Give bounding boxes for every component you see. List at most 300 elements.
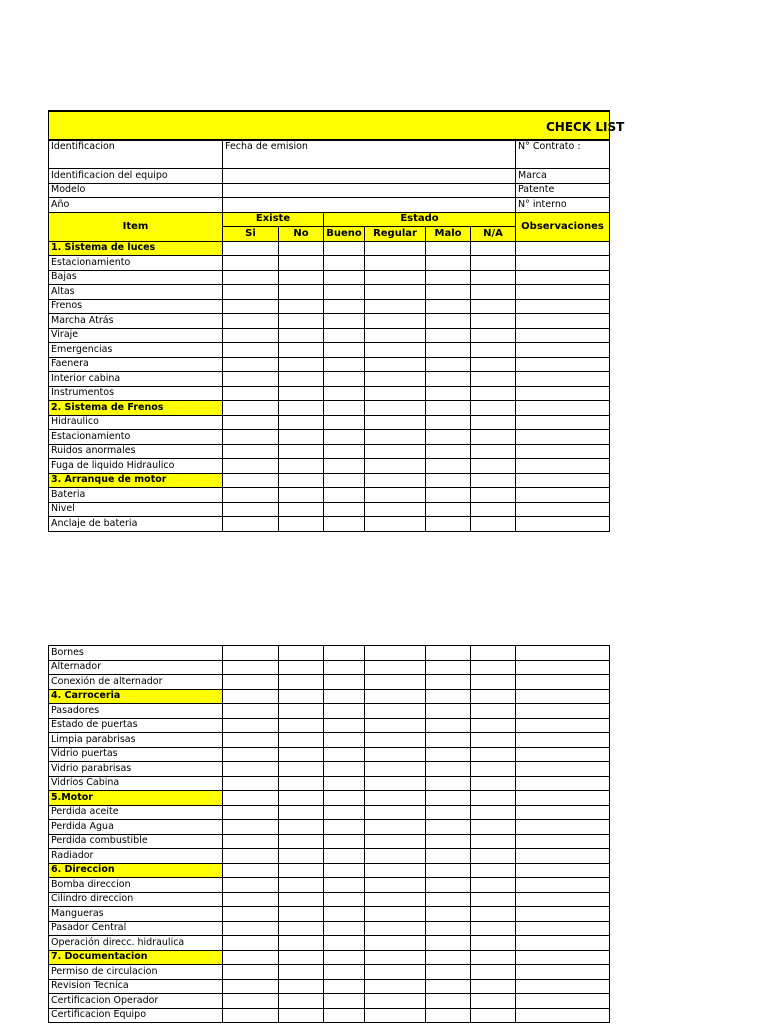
na-cell[interactable] — [471, 979, 516, 994]
no-cell[interactable] — [279, 878, 324, 893]
bueno-cell[interactable] — [324, 328, 365, 343]
observaciones-cell[interactable] — [516, 488, 610, 503]
bueno-cell[interactable] — [324, 892, 365, 907]
malo-cell[interactable] — [426, 1008, 471, 1023]
si-cell[interactable] — [223, 762, 279, 777]
si-cell[interactable] — [223, 459, 279, 474]
si-cell[interactable] — [223, 979, 279, 994]
regular-cell[interactable] — [365, 517, 426, 532]
bueno-cell[interactable] — [324, 907, 365, 922]
regular-cell[interactable] — [365, 343, 426, 358]
check-cell[interactable] — [426, 241, 471, 256]
malo-cell[interactable] — [426, 820, 471, 835]
si-cell[interactable] — [223, 892, 279, 907]
check-cell[interactable] — [426, 863, 471, 878]
na-cell[interactable] — [471, 733, 516, 748]
bueno-cell[interactable] — [324, 805, 365, 820]
malo-cell[interactable] — [426, 849, 471, 864]
regular-cell[interactable] — [365, 994, 426, 1009]
observaciones-cell[interactable] — [516, 776, 610, 791]
na-cell[interactable] — [471, 994, 516, 1009]
na-cell[interactable] — [471, 776, 516, 791]
regular-cell[interactable] — [365, 430, 426, 445]
bueno-cell[interactable] — [324, 718, 365, 733]
bueno-cell[interactable] — [324, 834, 365, 849]
no-cell[interactable] — [279, 762, 324, 777]
bueno-cell[interactable] — [324, 994, 365, 1009]
regular-cell[interactable] — [365, 733, 426, 748]
na-cell[interactable] — [471, 936, 516, 951]
si-cell[interactable] — [223, 415, 279, 430]
na-cell[interactable] — [471, 965, 516, 980]
regular-cell[interactable] — [365, 357, 426, 372]
no-cell[interactable] — [279, 994, 324, 1009]
malo-cell[interactable] — [426, 878, 471, 893]
regular-cell[interactable] — [365, 256, 426, 271]
no-cell[interactable] — [279, 849, 324, 864]
no-cell[interactable] — [279, 415, 324, 430]
na-cell[interactable] — [471, 892, 516, 907]
si-cell[interactable] — [223, 747, 279, 762]
si-cell[interactable] — [223, 646, 279, 661]
check-cell[interactable] — [426, 791, 471, 806]
regular-cell[interactable] — [365, 776, 426, 791]
regular-cell[interactable] — [365, 444, 426, 459]
check-cell[interactable] — [365, 473, 426, 488]
observaciones-cell[interactable] — [516, 965, 610, 980]
bueno-cell[interactable] — [324, 459, 365, 474]
si-cell[interactable] — [223, 430, 279, 445]
check-cell[interactable] — [426, 473, 471, 488]
check-cell[interactable] — [426, 401, 471, 416]
na-cell[interactable] — [471, 415, 516, 430]
observaciones-cell[interactable] — [516, 444, 610, 459]
regular-cell[interactable] — [365, 415, 426, 430]
check-cell[interactable] — [426, 689, 471, 704]
malo-cell[interactable] — [426, 517, 471, 532]
si-cell[interactable] — [223, 660, 279, 675]
no-cell[interactable] — [279, 502, 324, 517]
check-cell[interactable] — [324, 863, 365, 878]
na-cell[interactable] — [471, 517, 516, 532]
no-cell[interactable] — [279, 733, 324, 748]
bueno-cell[interactable] — [324, 849, 365, 864]
malo-cell[interactable] — [426, 660, 471, 675]
check-cell[interactable] — [324, 689, 365, 704]
observaciones-cell[interactable] — [516, 517, 610, 532]
malo-cell[interactable] — [426, 646, 471, 661]
check-cell[interactable] — [471, 689, 516, 704]
check-cell[interactable] — [516, 863, 610, 878]
malo-cell[interactable] — [426, 415, 471, 430]
bueno-cell[interactable] — [324, 517, 365, 532]
na-cell[interactable] — [471, 675, 516, 690]
bueno-cell[interactable] — [324, 675, 365, 690]
no-cell[interactable] — [279, 660, 324, 675]
na-cell[interactable] — [471, 907, 516, 922]
na-cell[interactable] — [471, 314, 516, 329]
observaciones-cell[interactable] — [516, 343, 610, 358]
si-cell[interactable] — [223, 907, 279, 922]
malo-cell[interactable] — [426, 979, 471, 994]
si-cell[interactable] — [223, 994, 279, 1009]
observaciones-cell[interactable] — [516, 849, 610, 864]
si-cell[interactable] — [223, 517, 279, 532]
observaciones-cell[interactable] — [516, 805, 610, 820]
na-cell[interactable] — [471, 357, 516, 372]
observaciones-cell[interactable] — [516, 459, 610, 474]
malo-cell[interactable] — [426, 314, 471, 329]
check-cell[interactable] — [365, 791, 426, 806]
na-cell[interactable] — [471, 805, 516, 820]
no-cell[interactable] — [279, 646, 324, 661]
observaciones-cell[interactable] — [516, 1008, 610, 1023]
si-cell[interactable] — [223, 488, 279, 503]
check-cell[interactable] — [324, 241, 365, 256]
observaciones-cell[interactable] — [516, 372, 610, 387]
bueno-cell[interactable] — [324, 444, 365, 459]
malo-cell[interactable] — [426, 747, 471, 762]
no-cell[interactable] — [279, 328, 324, 343]
na-cell[interactable] — [471, 762, 516, 777]
bueno-cell[interactable] — [324, 502, 365, 517]
no-cell[interactable] — [279, 892, 324, 907]
check-cell[interactable] — [279, 863, 324, 878]
check-cell[interactable] — [223, 401, 279, 416]
observaciones-cell[interactable] — [516, 921, 610, 936]
no-cell[interactable] — [279, 820, 324, 835]
regular-cell[interactable] — [365, 372, 426, 387]
regular-cell[interactable] — [365, 907, 426, 922]
observaciones-cell[interactable] — [516, 994, 610, 1009]
si-cell[interactable] — [223, 718, 279, 733]
no-cell[interactable] — [279, 357, 324, 372]
na-cell[interactable] — [471, 849, 516, 864]
bueno-cell[interactable] — [324, 386, 365, 401]
regular-cell[interactable] — [365, 979, 426, 994]
check-cell[interactable] — [279, 950, 324, 965]
check-cell[interactable] — [365, 863, 426, 878]
malo-cell[interactable] — [426, 704, 471, 719]
si-cell[interactable] — [223, 878, 279, 893]
si-cell[interactable] — [223, 299, 279, 314]
si-cell[interactable] — [223, 386, 279, 401]
check-cell[interactable] — [471, 241, 516, 256]
si-cell[interactable] — [223, 834, 279, 849]
check-cell[interactable] — [471, 473, 516, 488]
check-cell[interactable] — [324, 950, 365, 965]
na-cell[interactable] — [471, 834, 516, 849]
bueno-cell[interactable] — [324, 704, 365, 719]
si-cell[interactable] — [223, 372, 279, 387]
si-cell[interactable] — [223, 921, 279, 936]
malo-cell[interactable] — [426, 357, 471, 372]
bueno-cell[interactable] — [324, 299, 365, 314]
no-cell[interactable] — [279, 704, 324, 719]
observaciones-cell[interactable] — [516, 733, 610, 748]
regular-cell[interactable] — [365, 834, 426, 849]
malo-cell[interactable] — [426, 299, 471, 314]
regular-cell[interactable] — [365, 270, 426, 285]
malo-cell[interactable] — [426, 459, 471, 474]
check-cell[interactable] — [279, 241, 324, 256]
regular-cell[interactable] — [365, 328, 426, 343]
no-cell[interactable] — [279, 776, 324, 791]
malo-cell[interactable] — [426, 965, 471, 980]
bueno-cell[interactable] — [324, 314, 365, 329]
observaciones-cell[interactable] — [516, 979, 610, 994]
observaciones-cell[interactable] — [516, 646, 610, 661]
no-cell[interactable] — [279, 256, 324, 271]
si-cell[interactable] — [223, 675, 279, 690]
regular-cell[interactable] — [365, 820, 426, 835]
si-cell[interactable] — [223, 776, 279, 791]
check-cell[interactable] — [279, 401, 324, 416]
malo-cell[interactable] — [426, 805, 471, 820]
check-cell[interactable] — [223, 241, 279, 256]
observaciones-cell[interactable] — [516, 502, 610, 517]
observaciones-cell[interactable] — [516, 878, 610, 893]
na-cell[interactable] — [471, 270, 516, 285]
na-cell[interactable] — [471, 488, 516, 503]
bueno-cell[interactable] — [324, 343, 365, 358]
observaciones-cell[interactable] — [516, 907, 610, 922]
observaciones-cell[interactable] — [516, 936, 610, 951]
si-cell[interactable] — [223, 270, 279, 285]
malo-cell[interactable] — [426, 776, 471, 791]
si-cell[interactable] — [223, 256, 279, 271]
no-cell[interactable] — [279, 444, 324, 459]
observaciones-cell[interactable] — [516, 256, 610, 271]
malo-cell[interactable] — [426, 372, 471, 387]
check-cell[interactable] — [365, 950, 426, 965]
observaciones-cell[interactable] — [516, 314, 610, 329]
bueno-cell[interactable] — [324, 357, 365, 372]
no-cell[interactable] — [279, 517, 324, 532]
na-cell[interactable] — [471, 820, 516, 835]
regular-cell[interactable] — [365, 805, 426, 820]
malo-cell[interactable] — [426, 733, 471, 748]
check-cell[interactable] — [223, 791, 279, 806]
bueno-cell[interactable] — [324, 936, 365, 951]
bueno-cell[interactable] — [324, 415, 365, 430]
si-cell[interactable] — [223, 965, 279, 980]
regular-cell[interactable] — [365, 285, 426, 300]
malo-cell[interactable] — [426, 488, 471, 503]
check-cell[interactable] — [516, 791, 610, 806]
si-cell[interactable] — [223, 805, 279, 820]
check-cell[interactable] — [365, 689, 426, 704]
malo-cell[interactable] — [426, 502, 471, 517]
malo-cell[interactable] — [426, 256, 471, 271]
no-cell[interactable] — [279, 343, 324, 358]
no-cell[interactable] — [279, 270, 324, 285]
observaciones-cell[interactable] — [516, 357, 610, 372]
na-cell[interactable] — [471, 285, 516, 300]
regular-cell[interactable] — [365, 386, 426, 401]
observaciones-cell[interactable] — [516, 820, 610, 835]
check-cell[interactable] — [426, 950, 471, 965]
observaciones-cell[interactable] — [516, 415, 610, 430]
na-cell[interactable] — [471, 747, 516, 762]
check-cell[interactable] — [516, 241, 610, 256]
si-cell[interactable] — [223, 733, 279, 748]
si-cell[interactable] — [223, 1008, 279, 1023]
regular-cell[interactable] — [365, 675, 426, 690]
regular-cell[interactable] — [365, 849, 426, 864]
bueno-cell[interactable] — [324, 256, 365, 271]
malo-cell[interactable] — [426, 994, 471, 1009]
malo-cell[interactable] — [426, 444, 471, 459]
check-cell[interactable] — [516, 689, 610, 704]
na-cell[interactable] — [471, 718, 516, 733]
bueno-cell[interactable] — [324, 733, 365, 748]
observaciones-cell[interactable] — [516, 892, 610, 907]
bueno-cell[interactable] — [324, 660, 365, 675]
regular-cell[interactable] — [365, 488, 426, 503]
observaciones-cell[interactable] — [516, 270, 610, 285]
si-cell[interactable] — [223, 314, 279, 329]
malo-cell[interactable] — [426, 834, 471, 849]
na-cell[interactable] — [471, 921, 516, 936]
malo-cell[interactable] — [426, 762, 471, 777]
na-cell[interactable] — [471, 704, 516, 719]
no-cell[interactable] — [279, 718, 324, 733]
regular-cell[interactable] — [365, 299, 426, 314]
na-cell[interactable] — [471, 502, 516, 517]
modelo-value[interactable] — [223, 183, 516, 198]
no-cell[interactable] — [279, 675, 324, 690]
check-cell[interactable] — [223, 473, 279, 488]
regular-cell[interactable] — [365, 892, 426, 907]
malo-cell[interactable] — [426, 270, 471, 285]
na-cell[interactable] — [471, 256, 516, 271]
observaciones-cell[interactable] — [516, 660, 610, 675]
si-cell[interactable] — [223, 849, 279, 864]
na-cell[interactable] — [471, 299, 516, 314]
check-cell[interactable] — [516, 401, 610, 416]
regular-cell[interactable] — [365, 747, 426, 762]
bueno-cell[interactable] — [324, 878, 365, 893]
no-cell[interactable] — [279, 965, 324, 980]
na-cell[interactable] — [471, 386, 516, 401]
check-cell[interactable] — [365, 241, 426, 256]
observaciones-cell[interactable] — [516, 718, 610, 733]
observaciones-cell[interactable] — [516, 285, 610, 300]
check-cell[interactable] — [365, 401, 426, 416]
na-cell[interactable] — [471, 430, 516, 445]
na-cell[interactable] — [471, 1008, 516, 1023]
malo-cell[interactable] — [426, 907, 471, 922]
na-cell[interactable] — [471, 660, 516, 675]
no-cell[interactable] — [279, 488, 324, 503]
regular-cell[interactable] — [365, 921, 426, 936]
bueno-cell[interactable] — [324, 921, 365, 936]
regular-cell[interactable] — [365, 936, 426, 951]
observaciones-cell[interactable] — [516, 762, 610, 777]
regular-cell[interactable] — [365, 459, 426, 474]
si-cell[interactable] — [223, 285, 279, 300]
regular-cell[interactable] — [365, 1008, 426, 1023]
regular-cell[interactable] — [365, 878, 426, 893]
identificacion-equipo-value[interactable] — [223, 169, 516, 184]
si-cell[interactable] — [223, 357, 279, 372]
na-cell[interactable] — [471, 343, 516, 358]
check-cell[interactable] — [324, 401, 365, 416]
si-cell[interactable] — [223, 502, 279, 517]
no-cell[interactable] — [279, 372, 324, 387]
na-cell[interactable] — [471, 646, 516, 661]
check-cell[interactable] — [223, 950, 279, 965]
si-cell[interactable] — [223, 343, 279, 358]
regular-cell[interactable] — [365, 502, 426, 517]
si-cell[interactable] — [223, 704, 279, 719]
no-cell[interactable] — [279, 386, 324, 401]
no-cell[interactable] — [279, 430, 324, 445]
bueno-cell[interactable] — [324, 646, 365, 661]
bueno-cell[interactable] — [324, 270, 365, 285]
bueno-cell[interactable] — [324, 820, 365, 835]
malo-cell[interactable] — [426, 343, 471, 358]
regular-cell[interactable] — [365, 314, 426, 329]
check-cell[interactable] — [471, 863, 516, 878]
no-cell[interactable] — [279, 834, 324, 849]
observaciones-cell[interactable] — [516, 386, 610, 401]
check-cell[interactable] — [516, 473, 610, 488]
si-cell[interactable] — [223, 820, 279, 835]
check-cell[interactable] — [223, 689, 279, 704]
observaciones-cell[interactable] — [516, 328, 610, 343]
bueno-cell[interactable] — [324, 372, 365, 387]
observaciones-cell[interactable] — [516, 747, 610, 762]
malo-cell[interactable] — [426, 328, 471, 343]
observaciones-cell[interactable] — [516, 675, 610, 690]
si-cell[interactable] — [223, 328, 279, 343]
malo-cell[interactable] — [426, 936, 471, 951]
bueno-cell[interactable] — [324, 762, 365, 777]
no-cell[interactable] — [279, 285, 324, 300]
na-cell[interactable] — [471, 878, 516, 893]
regular-cell[interactable] — [365, 646, 426, 661]
regular-cell[interactable] — [365, 660, 426, 675]
check-cell[interactable] — [516, 950, 610, 965]
no-cell[interactable] — [279, 907, 324, 922]
no-cell[interactable] — [279, 979, 324, 994]
anio-value[interactable] — [223, 198, 516, 213]
regular-cell[interactable] — [365, 965, 426, 980]
na-cell[interactable] — [471, 372, 516, 387]
malo-cell[interactable] — [426, 675, 471, 690]
na-cell[interactable] — [471, 444, 516, 459]
regular-cell[interactable] — [365, 704, 426, 719]
check-cell[interactable] — [279, 473, 324, 488]
na-cell[interactable] — [471, 328, 516, 343]
check-cell[interactable] — [279, 689, 324, 704]
malo-cell[interactable] — [426, 892, 471, 907]
no-cell[interactable] — [279, 459, 324, 474]
no-cell[interactable] — [279, 299, 324, 314]
malo-cell[interactable] — [426, 718, 471, 733]
check-cell[interactable] — [471, 401, 516, 416]
si-cell[interactable] — [223, 936, 279, 951]
check-cell[interactable] — [324, 473, 365, 488]
regular-cell[interactable] — [365, 762, 426, 777]
bueno-cell[interactable] — [324, 776, 365, 791]
check-cell[interactable] — [324, 791, 365, 806]
bueno-cell[interactable] — [324, 965, 365, 980]
check-cell[interactable] — [471, 950, 516, 965]
malo-cell[interactable] — [426, 921, 471, 936]
